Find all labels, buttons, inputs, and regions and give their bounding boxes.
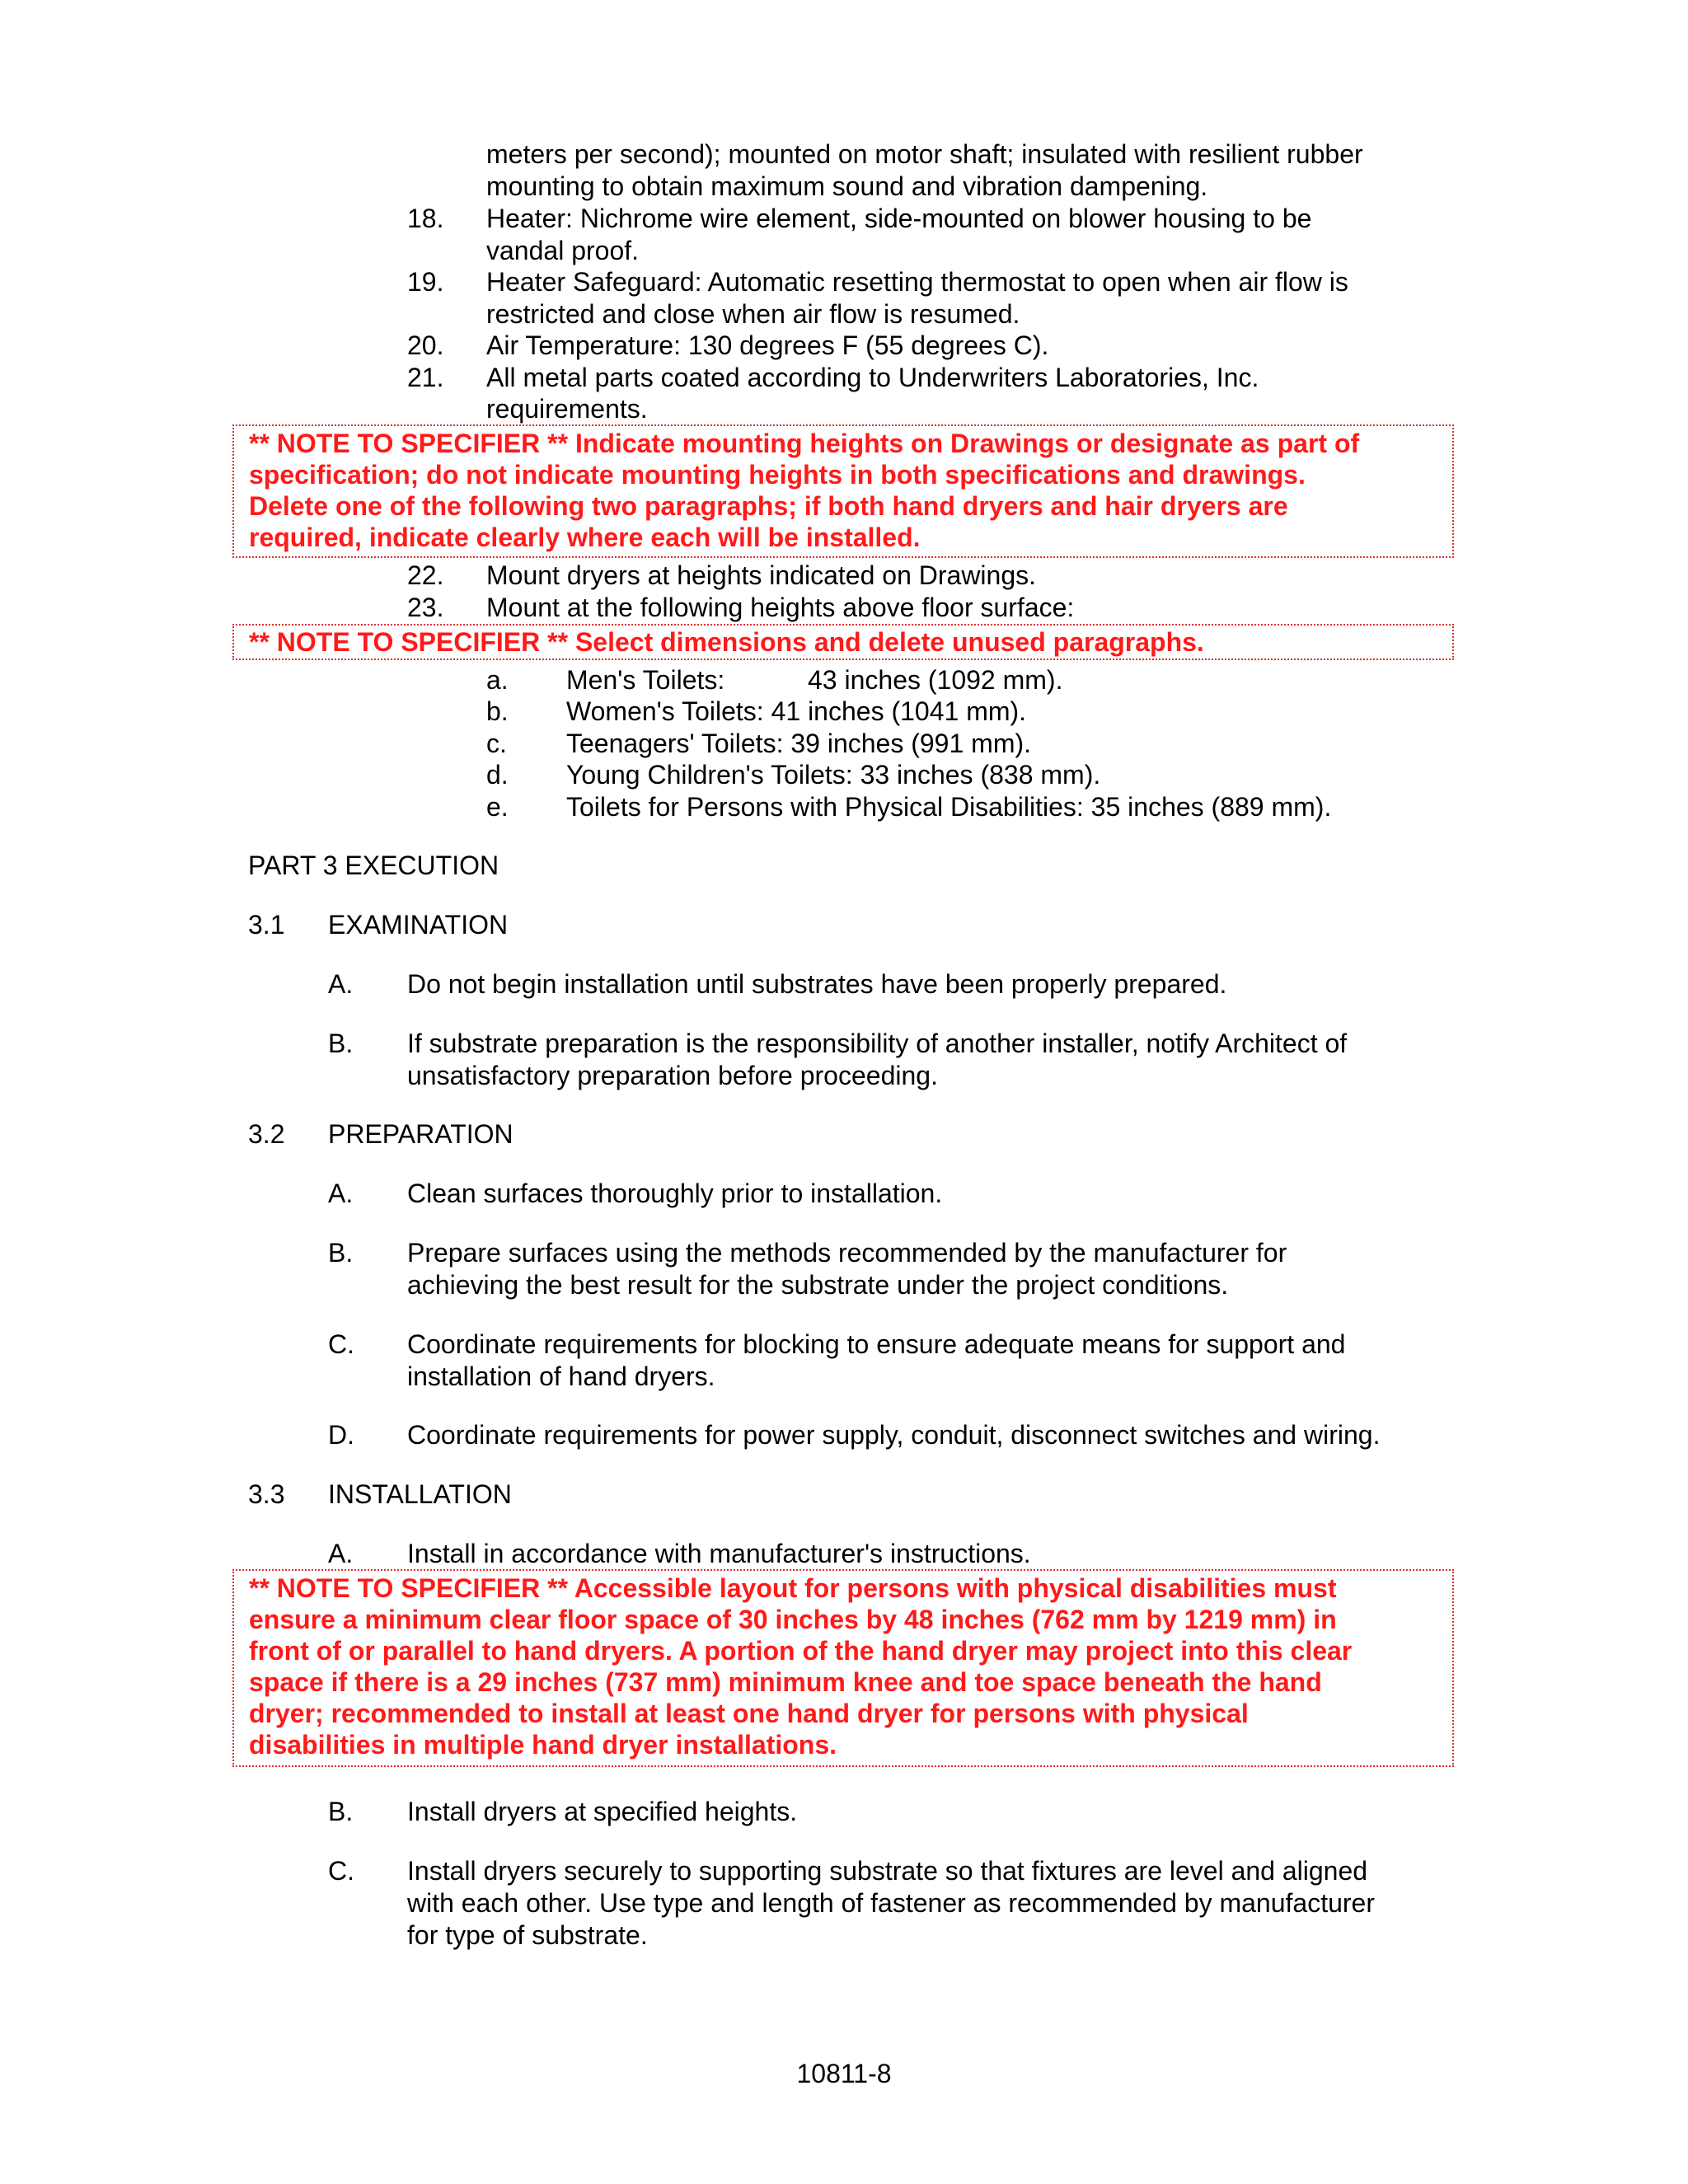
part-title: PART 3 EXECUTION <box>248 851 499 880</box>
specifier-note-line: ** NOTE TO SPECIFIER ** Select dimensions and delete unused paragraphs. <box>249 627 1204 657</box>
paragraph-letter: A. <box>328 1539 354 1568</box>
item-text: vandal proof. <box>486 236 640 265</box>
specifier-note-line: space if there is a 29 inches (737 mm) minimum knee and toe space beneath the hand <box>249 1667 1322 1697</box>
item-text: Mount dryers at heights indicated on Drawings. <box>486 560 1037 590</box>
paragraph-letter: D. <box>328 1420 354 1450</box>
specifier-note-box <box>232 1569 1454 1767</box>
paragraph-text: with each other. Use type and length of fastener as recommended by manufacturer <box>407 1888 1375 1918</box>
item-number: 22. <box>407 560 444 590</box>
paragraph-text: for type of substrate. <box>407 1920 648 1950</box>
specifier-note-line: Delete one of the following two paragraphs; if both hand dryers and hair dryers are <box>249 491 1288 521</box>
specifier-note-line: specification; do not indicate mounting heights in both specifications and drawings. <box>249 460 1306 490</box>
specifier-note-line: disabilities in multiple hand dryer installations. <box>249 1730 837 1760</box>
item-number: 21. <box>407 363 444 392</box>
item-number: 19. <box>407 267 444 297</box>
height-item-label: Toilets for Persons with Physical Disabilities: 35 inches (889 mm). <box>566 792 1332 822</box>
paragraph-text: If substrate preparation is the responsibility of another installer, notify Architect of <box>407 1029 1348 1058</box>
item-text: Heater Safeguard: Automatic resetting thermostat to open when air flow is <box>486 267 1348 297</box>
height-item-letter: b. <box>486 696 509 726</box>
section-number: 3.2 <box>248 1119 285 1149</box>
item-text: Air Temperature: 130 degrees F (55 degrees C). <box>486 330 1049 360</box>
item-text: All metal parts coated according to Underwriters Laboratories, Inc. <box>486 363 1259 392</box>
item-text: Mount at the following heights above floor surface: <box>486 593 1075 622</box>
specifier-note-line: required, indicate clearly where each will be installed. <box>249 523 921 552</box>
paragraph-text: installation of hand dryers. <box>407 1361 715 1391</box>
section-title: INSTALLATION <box>328 1479 512 1509</box>
item-17-continued-line-1: meters per second); mounted on motor shaft; insulated with resilient rubber <box>486 139 1363 169</box>
paragraph-letter: B. <box>328 1238 354 1268</box>
paragraph-letter: C. <box>328 1856 354 1886</box>
paragraph-text: unsatisfactory preparation before proceeding. <box>407 1061 938 1090</box>
item-text: Heater: Nichrome wire element, side-mounted on blower housing to be <box>486 204 1312 233</box>
paragraph-letter: B. <box>328 1797 354 1826</box>
paragraph-text: Install dryers at specified heights. <box>407 1797 798 1826</box>
specifier-note-box <box>232 624 1454 660</box>
paragraph-text: Coordinate requirements for blocking to ensure adequate means for support and <box>407 1329 1346 1359</box>
specifier-note-line: ensure a minimum clear floor space of 30 inches by 48 inches (762 mm by 1219 mm) in <box>249 1605 1337 1634</box>
height-item-label: Young Children's Toilets: 33 inches (838 mm). <box>566 760 1101 790</box>
paragraph-text: Clean surfaces thoroughly prior to installation. <box>407 1179 943 1208</box>
paragraph-text: Do not begin installation until substrates have been properly prepared. <box>407 969 1227 999</box>
item-number: 18. <box>407 204 444 233</box>
section-title: EXAMINATION <box>328 910 509 940</box>
item-text: restricted and close when air flow is resumed. <box>486 299 1020 329</box>
height-item-letter: a. <box>486 665 509 695</box>
specifier-note-line: ** NOTE TO SPECIFIER ** Accessible layout for persons with physical disabilities must <box>249 1573 1337 1603</box>
paragraph-text: Coordinate requirements for power supply, conduit, disconnect switches and wiring. <box>407 1420 1381 1450</box>
section-title: PREPARATION <box>328 1119 513 1149</box>
height-item-label: Men's Toilets: <box>566 665 725 695</box>
item-text: requirements. <box>486 394 648 424</box>
height-item-label: Women's Toilets: 41 inches (1041 mm). <box>566 696 1027 726</box>
paragraph-text: Prepare surfaces using the methods recommended by the manufacturer for <box>407 1238 1287 1268</box>
section-number: 3.3 <box>248 1479 285 1509</box>
paragraph-letter: C. <box>328 1329 354 1359</box>
height-item-letter: e. <box>486 792 509 822</box>
specifier-note-line: front of or parallel to hand dryers. A portion of the hand dryer may project into this clear <box>249 1636 1353 1666</box>
paragraph-text: Install in accordance with manufacturer's instructions. <box>407 1539 1031 1568</box>
section-number: 3.1 <box>248 910 285 940</box>
paragraph-letter: A. <box>328 969 354 999</box>
page-number: 10811-8 <box>796 2059 892 2088</box>
height-item-letter: c. <box>486 729 507 758</box>
height-item-letter: d. <box>486 760 509 790</box>
paragraph-text: achieving the best result for the substrate under the project conditions. <box>407 1270 1229 1300</box>
height-item-value: 43 inches (1092 mm). <box>808 665 1063 695</box>
height-item-label: Teenagers' Toilets: 39 inches (991 mm). <box>566 729 1032 758</box>
paragraph-letter: A. <box>328 1179 354 1208</box>
paragraph-text: Install dryers securely to supporting substrate so that fixtures are level and aligned <box>407 1856 1368 1886</box>
paragraph-letter: B. <box>328 1029 354 1058</box>
item-number: 23. <box>407 593 444 622</box>
item-17-continued-line-2: mounting to obtain maximum sound and vibration dampening. <box>486 171 1208 201</box>
item-number: 20. <box>407 330 444 360</box>
specifier-note-box <box>232 424 1454 558</box>
specifier-note-line: dryer; recommended to install at least one hand dryer for persons with physical <box>249 1699 1249 1728</box>
specifier-note-line: ** NOTE TO SPECIFIER ** Indicate mounting heights on Drawings or designate as part of <box>249 429 1360 458</box>
